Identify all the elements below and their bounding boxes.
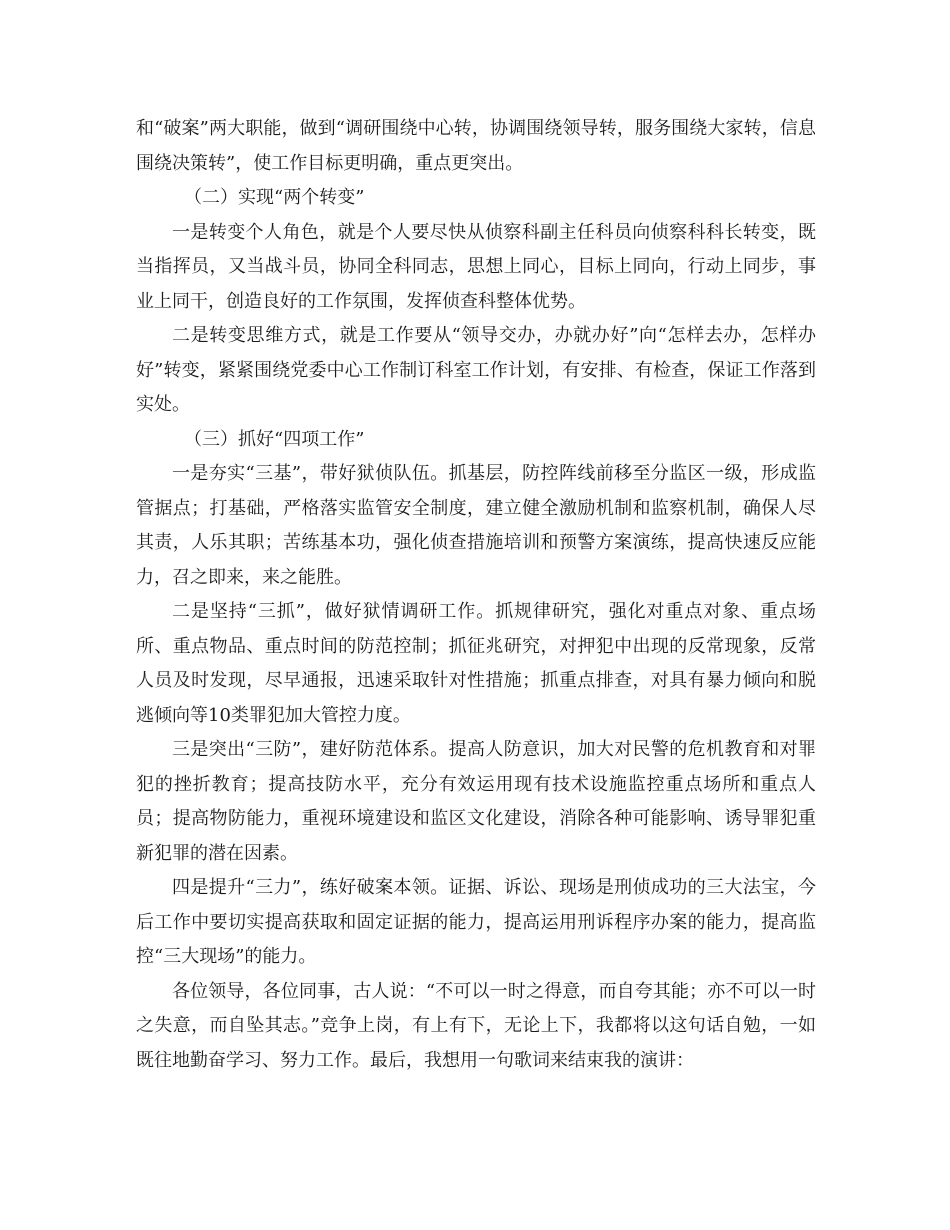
paragraph-three-basics: 一是夯实“三基”，带好狱侦队伍。抓基层，防控阵线前移至分监区一级，形成监管据点；打基础，严格落实监管安全制度，建立健全激励机制和监察机制，确保人尽其责，人乐其职；苦练基本功，强化侦查措施培训和预警方案演练，提高快速反应能力，召之即来，来之能胜。 xyxy=(136,463,816,588)
document-body xyxy=(136,112,816,1078)
paragraph-role-change: 一是转变个人角色，就是个人要尽快从侦察科副主任科员向侦察科科长转变，既当指挥员，又当战斗员，协同全科同志，思想上同心，目标上同向，行动上同步，事业上同干，创造良好的工作氛围，发挥侦查科整体优势。 xyxy=(136,221,816,312)
paragraph-three-abilities: 四是提升“三力”，练好破案本领。证据、诉讼、现场是刑侦成功的三大法宝，今后工作中要切实提高获取和固定证据的能力，提高运用刑诉程序办案的能力，提高监控“三大现场”的能力。 xyxy=(136,877,816,967)
section-heading-four-tasks: （三）抓好“四项工作” xyxy=(184,428,365,450)
paragraph-three-preventions: 三是突出“三防”，建好防范体系。提高人防意识，加大对民警的危机教育和对罪犯的挫折教育；提高技防水平，充分有效运用现有技术设施监控重点场所和重点人员；提高物防能力，重视环境建设和监区文化建设，消除各种可能影响、诱导罪犯重新犯罪的潜在因素。 xyxy=(136,739,816,864)
paragraph-three-grasps: 二是坚持“三抓”，做好狱情调研工作。抓规律研究，强化对重点对象、重点场所、重点物品、重点时间的防范控制；抓征兆研究，对押犯中出现的反常现象，反常人员及时发现，尽早通报，迅速采取针对性措施；抓重点排查，对具有暴力倾向和脱逃倾向等10类罪犯加大管控力度。 xyxy=(136,601,816,726)
paragraph-thinking-change: 二是转变思维方式，就是工作要从“领导交办，办就办好”向“怎样去办，怎样办好”转变，紧紧围绕党委中心工作制订科室工作计划，有安排、有检查，保证工作落到实处。 xyxy=(136,325,816,415)
paragraph-continuation: 和“破案”两大职能，做到“调研围绕中心转，协调围绕领导转，服务围绕大家转，信息围绕决策转”，使工作目标更明确，重点更突出。 xyxy=(136,118,816,174)
section-heading-two-transformations: （二）实现“两个转变” xyxy=(184,187,365,208)
paragraph-closing: 各位领导，各位同事，古人说：“不可以一时之得意，而自夸其能；亦不可以一时之失意，而自坠其志。”竞争上岗，有上有下，无论上下，我都将以这句话自勉，一如既往地勤奋学习、努力工作。最后，我想用一句歌词来结束我的演讲： xyxy=(136,980,816,1071)
